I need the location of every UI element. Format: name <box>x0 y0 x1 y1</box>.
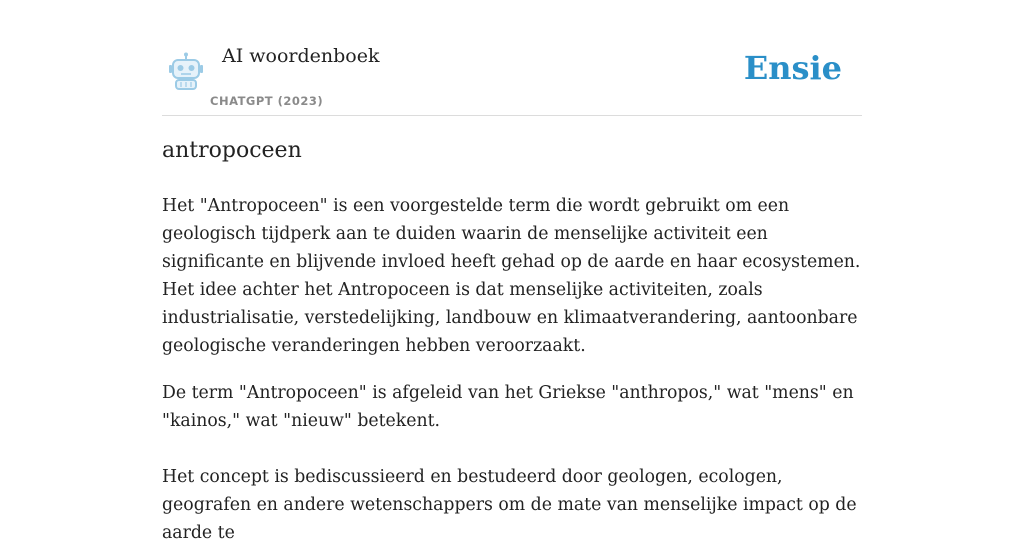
definition-paragraph: Het "Antropoceen" is een voorgestelde term die wordt gebruikt om een geologisch tijdperk aan te duiden waarin de menselijke activiteit een significante en blijvende invloed heeft gehad op de aarde en haar ecosystemen. Het idee achter het Antropoceen is dat menselijke activiteiten, zoals industrialisatie, verstedelijking, landbouw en klimaatverandering, aantoonbare geologische veranderingen hebben veroorzaakt. <box>162 196 861 356</box>
definition-body <box>162 192 862 547</box>
definition-paragraph: De term "Antropoceen" is afgeleid van het Griekse "anthropos," wat "mens" en "kainos," wat "nieuw" betekent. <box>162 383 854 431</box>
header <box>162 40 862 116</box>
headword: antropoceen <box>162 138 302 163</box>
source-label: CHATGPT (2023) <box>210 94 324 108</box>
brand-logo[interactable]: Ensie <box>743 49 842 87</box>
site-title[interactable]: AI woordenboek <box>222 45 380 67</box>
definition-paragraph: Het concept is bediscussieerd en bestudeerd door geologen, ecologen, geografen en andere wetenschappers om de mate van menselijke impact op de aarde te <box>162 467 857 543</box>
robot-icon <box>166 52 206 92</box>
